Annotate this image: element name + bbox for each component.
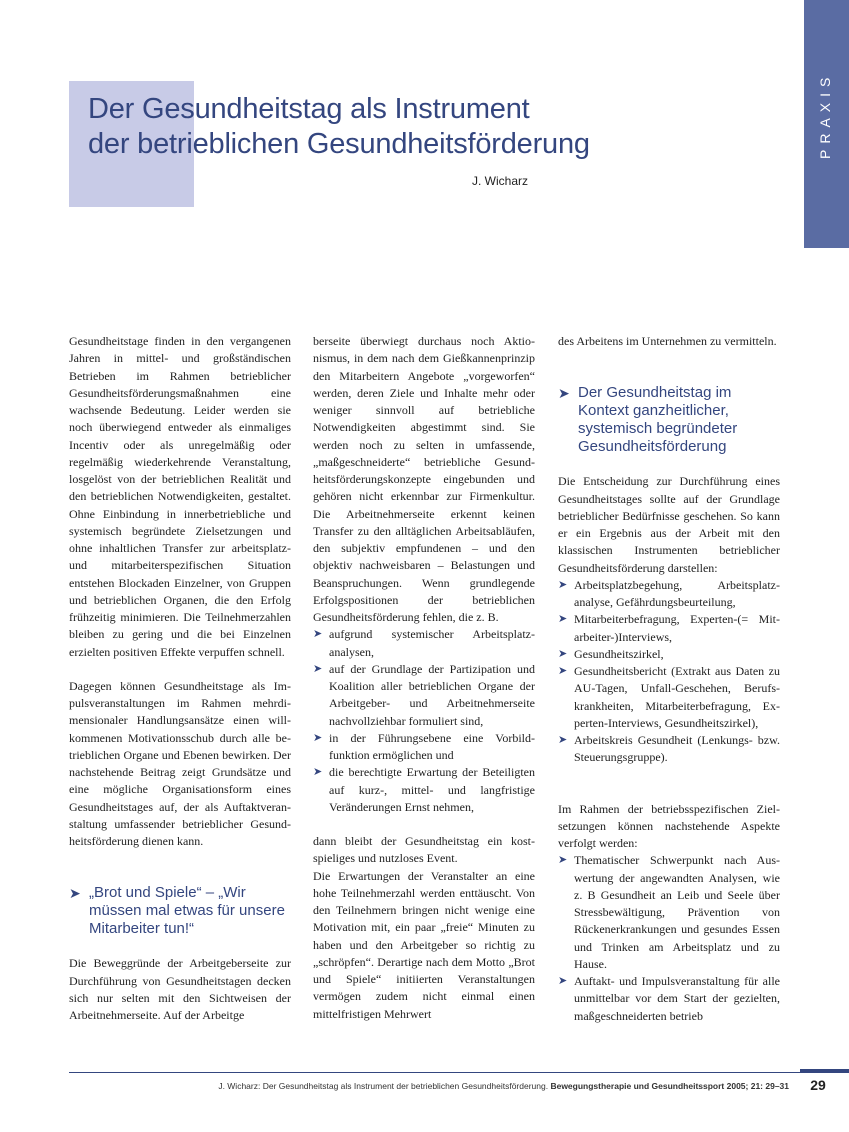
bullet-list <box>558 852 780 1025</box>
list-item: ➤ Auftakt- und Impulsveranstaltung für alle unmittelbar vor dem Start der gezielten, maßgeschneiderten betrieb <box>558 974 780 1023</box>
list-item: ➤ Gesundheitszirkel, <box>558 646 780 663</box>
paragraph: Im Rahmen der betriebsspezifischen Zielsetzungen können nachstehende Aspekte verfolgt werden: <box>558 801 780 850</box>
arrow-bullet-icon: ➤ <box>313 628 323 641</box>
bullet-list <box>313 626 535 816</box>
list-item: ➤ Arbeitskreis Gesundheit (Lenkungs- bzw. Steuerungsgruppe). <box>558 733 780 765</box>
title-line-1: Der Gesundheitstag als Instrument <box>88 93 530 125</box>
arrow-bullet-icon: ➤ <box>558 665 568 677</box>
column-1 <box>69 333 291 1024</box>
section-heading <box>558 384 780 456</box>
paragraph: Dagegen können Gesundheitstage als Impulsveranstaltungen im Rahmen mehrdimensionaler Handlungsansätze einen willkommenen Motivationsschub durch alle betrieblichen Organe und Ebenen bewirken. Der nachstehende Beitrag zeigt Grundsätze und eine mögliche Organisationsform eines Gesundheitstages auf, der als Auftaktveranstaltung umfassender betrieblicher Gesundheitsförderung dienen kann. <box>69 678 291 848</box>
footer-citation <box>69 1081 789 1091</box>
paragraph: des Arbeitens im Unternehmen zu vermitteln. <box>558 334 777 348</box>
arrow-bullet-icon: ➤ <box>313 766 323 779</box>
section-tab-label: PRAXIS <box>817 71 833 159</box>
arrow-bullet-icon: ➤ <box>558 734 568 746</box>
paragraph: Die Erwartungen der Veranstalter an eine hohe Teilnehmerzahl werden enttäuscht. Von den Teilnehmern bringen nicht wenige eine Motivation mit, ein paar „freie“ Minuten zu haben und den Arbeitgeber so richtig zu „schröpfen“. Derartige nach dem Motto „Brot und Spiele“ initiierten Veranstaltungen vermögen zudem nicht einmal einen mittelfristigen Mehrwert <box>313 868 535 1021</box>
paragraph: Die Beweggründe der Arbeitgeberseite zur Durchführung von Gesundheitstagen decken sich nur selten mit den Sichtweisen der Arbeitnehmerseite. Auf der Arbeitge <box>69 956 291 1022</box>
list-item: ➤ die berechtigte Erwartung der Beteiligten auf kurz-, mittel- und langfristige Veränderungen Ernst nehmen, <box>313 765 535 814</box>
arrow-bullet-icon: ➤ <box>558 578 568 591</box>
arrow-bullet-icon: ➤ <box>558 647 568 660</box>
list-item: ➤ Thematischer Schwerpunkt nach Auswertung der angewandten Analysen, wie z. B Gesundheit an Leib und Seele über Stressbewältigung, Prävention von Rückenerkrankungen und gesundes Essen und Trinken am Arbeitsplatz und zu Hause. <box>558 853 780 971</box>
list-item: ➤ Arbeitsplatzbegehung, Arbeitsplatzanalyse, Gefährdungsbeurteilung, <box>558 577 780 609</box>
section-heading-text: „Brot und Spiele“ – „Wir müssen mal etwas für unsere Mitarbeiter tun!“ <box>89 884 285 938</box>
page-number: 29 <box>810 1077 826 1093</box>
section-heading-text: Der Gesundheitstag im Kontext ganzheitlicher, systemisch begründeter Gesundheitsförderung <box>578 384 738 456</box>
arrow-bullet-icon: ➤ <box>558 613 568 626</box>
section-heading <box>69 884 291 938</box>
paragraph: Gesundheitstage finden in den vergangenen Jahren in mittel- und großständischen Betrieben im Rahmen betrieblicher Gesundheitsförderungsmaßnahmen eine wachsende Bedeutung. Leider werden sie noch überwiegend entweder als einmaliges Incentiv oder als unregelmäßig oder regelmäßig wiederkehrende Veranstaltung, losgelöst von der betrieblichen Realität und den betrieblichen Notwendigkeiten, gestaltet. Ohne Einbindung in innerbetriebliche und systemisch begründete Zielsetzungen und ohne inhaltlichen Transfer zur arbeitsplatz- und mitarbeiterspezifischen Situation entstehen Blockaden Einzelner, von Gruppen und betrieblichen Organen, die den Erfolg frühzeitig minimieren. Die Teilnehmerzahlen bleiben zu gering und die bei Einzelnen erzielten positiven Effekte verpuffen schnell. <box>69 334 291 659</box>
bullet-list <box>558 577 780 767</box>
arrow-bullet-icon: ➤ <box>69 885 81 902</box>
paragraph: Die Entscheidung zur Durchführung eines Gesundheitstages sollte auf der Grundlage betrieblicher Bedürfnisse geschehen. So kann er ein Ergebnis aus der Arbeit mit den klassischen Instrumenten betrieblicher Gesundheitsförderung darstellen: <box>558 474 780 575</box>
footer-rule-accent <box>800 1069 849 1073</box>
list-item: ➤ Mitarbeiterbefragung, Experten-(= Mitarbeiter-)Interviews, <box>558 612 780 644</box>
title-line-2: der betrieblichen Gesundheitsförderung <box>88 128 590 160</box>
arrow-bullet-icon: ➤ <box>558 854 568 867</box>
paragraph: berseite überwiegt durchaus noch Aktionismus, in dem nach dem Gießkannenprinzip den Mitarbeitern Angebote „vorgeworfen“ werden, deren Ziele und Inhalte mehr oder weniger sinnvoll auf betriebliche Notwendigkeiten abgestimmt sind. Sie werden noch zu selten in umfassende, „maßgeschneiderte“ betriebliche Gesundheitsförderungskonzepte eingebunden und gehören nicht erkennbar zur Firmenkultur. Die Arbeitnehmerseite erkennt keinen Transfer zu den alltäglichen Arbeitsabläufen, den subjektiv empfundenen – und den objektiv nachweisbaren – Belastungen und Beanspruchungen. Wenn grundlegende Erfolgspositionen der betrieblichen Gesundheitsförderung fehlen, die z. B. <box>313 334 535 624</box>
column-2 <box>313 333 535 1023</box>
footer-rule <box>69 1072 849 1073</box>
citation-text: J. Wicharz: Der Gesundheitstag als Instrument der betrieblichen Gesundheitsförderung. <box>218 1081 551 1091</box>
list-item: ➤ Gesundheitsbericht (Extrakt aus Daten zu AU-Tagen, Unfall-Geschehen, Berufskrankheiten, Mitarbeiterbefragung, Experten-Interviews, Gesundheitszirkel), <box>558 664 780 730</box>
list-item: ➤ auf der Grundlage der Partizipation und Koalition aller betrieblichen Organe der Arbeitgeber- und Arbeitnehmerseite nachvollziehbar formuliert sind, <box>313 661 535 728</box>
journal-reference: Bewegungstherapie und Gesundheitssport 2005; 21: 29–31 <box>550 1081 789 1091</box>
column-3 <box>558 333 780 1025</box>
list-item: ➤ in der Führungsebene eine Vorbildfunktion ermöglichen und <box>313 730 535 762</box>
arrow-bullet-icon: ➤ <box>558 385 570 402</box>
arrow-bullet-icon: ➤ <box>313 731 323 744</box>
arrow-bullet-icon: ➤ <box>558 975 568 987</box>
arrow-bullet-icon: ➤ <box>313 662 323 675</box>
paragraph: dann bleibt der Gesundheitstag ein kostspieliges und nutzloses Event. <box>313 834 535 866</box>
article-title <box>88 92 590 162</box>
author: J. Wicharz <box>472 174 529 188</box>
list-item: ➤ aufgrund systemischer Arbeitsplatzanalysen, <box>313 627 535 659</box>
